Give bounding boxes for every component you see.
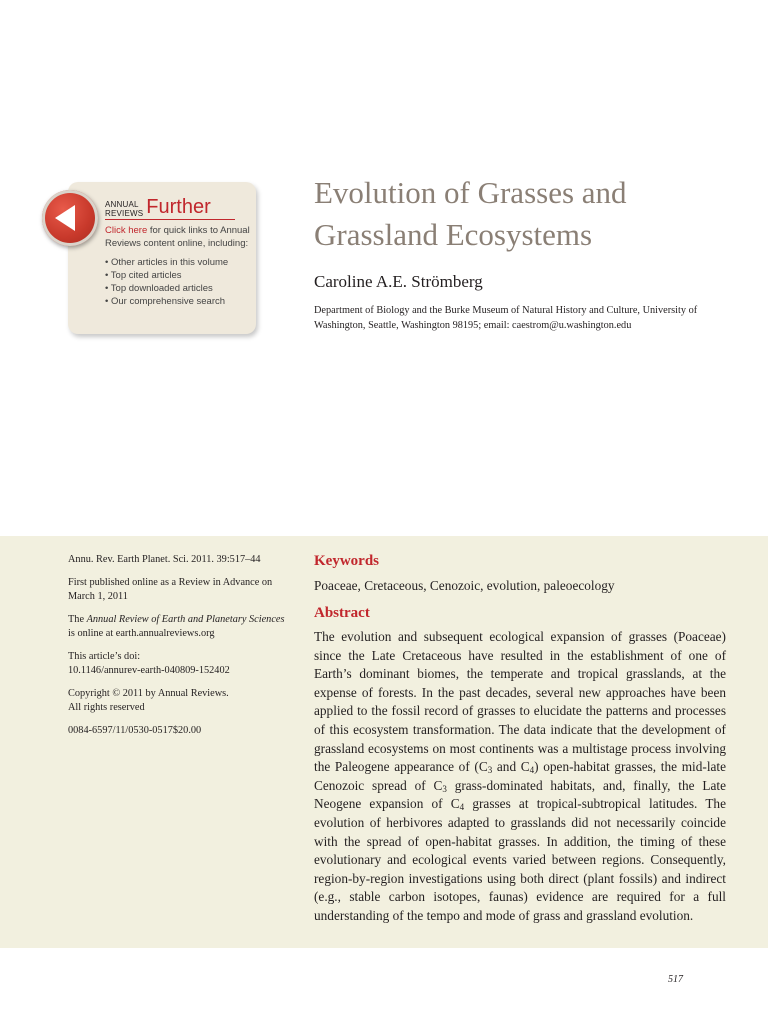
annual-reviews-logo — [105, 194, 255, 218]
doi-label: This article’s doi: — [68, 651, 141, 662]
publication-metadata — [68, 553, 288, 747]
first-published: First published online as a Review in Advance on March 1, 2011 — [68, 577, 273, 602]
abstract-heading: Abstract — [314, 605, 370, 621]
brand-divider — [105, 219, 235, 220]
main-column — [314, 551, 726, 926]
page-number: 517 — [668, 974, 683, 985]
doi-value[interactable]: 10.1146/annurev-earth-040809-152402 — [68, 665, 230, 676]
journal-online-note: The Annual Review of Earth and Planetary Sciences is online at earth.annualreviews.org — [68, 614, 285, 639]
author-name: Caroline A.E. Strömberg — [314, 272, 483, 291]
abstract-body: The evolution and subsequent ecological expansion of grasses (Poaceae) since the Late Cretaceous have resulted in the establishment of one of Earth’s dominant biomes, the temperate and tropical grasslands, at the expense of forests. In the past decades, several new approaches have been applied to the fossil record of grasses to elucidate the patterns and processes of this ecosystem transformation. The data indicate that the development of grassland ecosystems on most continents was a multistage process involving the Paleogene appearance of ($C_3$ and $C_4$) open-habitat grasses, the mid-late Cenozoic spread of $C_3$ grass-dominated habitats, and, finally, the Late Neogene expansion of $C_4$ grasses at tropical-subtropical latitudes. The evolution of herbivores adapted to grasslands did not necessarily coincide with the spread of open-habitat grasses. In addition, the timing of these evolutionary and ecological events varied between regions. Consequently, region-by-region investigations using both direct (plant fossils) and indirect (e.g., stable carbon isotopes, faunas) evidence are required for a full understanding of the tempo and mode of grass and grassland evolution. — [314, 629, 727, 923]
brand-annual: ANNUAL — [105, 200, 139, 209]
further-reading-content — [105, 194, 255, 308]
link-comprehensive-search[interactable]: • Our comprehensive search — [105, 295, 255, 308]
doi-block — [68, 650, 288, 678]
citation: Annu. Rev. Earth Planet. Sci. 2011. 39:517–44 — [68, 554, 261, 565]
link-other-articles[interactable]: • Other articles in this volume — [105, 256, 255, 269]
copyright: Copyright © 2011 by Annual Reviews. All rights reserved — [68, 688, 229, 713]
left-arrow-icon — [55, 205, 75, 231]
keywords-heading: Keywords — [314, 553, 379, 569]
link-top-downloaded[interactable]: • Top downloaded articles — [105, 282, 255, 295]
keywords-list: Poaceae, Cretaceous, Cenozoic, evolution, paleoecology — [314, 578, 615, 593]
brand-further: Further — [146, 196, 211, 218]
article-title: Evolution of Grasses and Grassland Ecosystems — [314, 175, 627, 252]
back-arrow-button[interactable] — [42, 190, 98, 246]
click-here-link[interactable]: Click here — [105, 225, 148, 236]
brand-reviews: REVIEWS — [105, 209, 144, 218]
author-affiliation: Department of Biology and the Burke Museum of Natural History and Culture, University of Washington, Seattle, Washington 98195; email: caestrom@u.washington.edu — [314, 305, 698, 331]
issn: 0084-6597/11/0530-0517$20.00 — [68, 725, 202, 736]
journal-name: Annual Review of Earth and Planetary Sciences — [86, 614, 285, 625]
further-description — [105, 224, 255, 250]
link-top-cited[interactable]: • Top cited articles — [105, 269, 255, 282]
further-links-list — [105, 256, 255, 308]
further-description-text: for quick links to Annual Reviews content online, including: — [105, 225, 250, 249]
